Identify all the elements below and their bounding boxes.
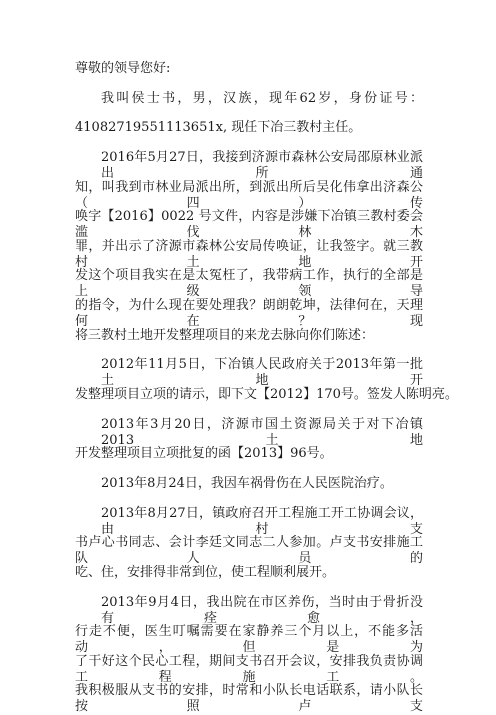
letter-text-line: 我积极服从支书的安排，时常和小队长电话联系，请小队长按照卢支	[75, 683, 423, 715]
letter-text-line: 吃、住，安排得非常到位，使工程顺利展开。	[75, 564, 336, 580]
letter-text-line: 将三教村土地开发整理项目的来龙去脉向你们陈述：	[75, 327, 375, 343]
letter-text-line: 了干好这个民心工程，期间支书召开会议，安排我负责协调工程施工。	[75, 653, 423, 685]
letter-text-line: 2013年8月27日，镇政府召开工程施工开工协调会议，由村支	[101, 505, 423, 537]
letter-text-line: 2013年8月24日，我因车祸骨伤在人民医院治疗。	[101, 475, 393, 491]
letter-text-line: 41082719551113651x, 现任下冶三教村主任。	[75, 120, 362, 136]
letter-text-line: 2013年9月4日，我出院在市区养伤，当时由于骨折没有痊愈，	[101, 594, 423, 626]
letter-text-line: 书卢心书同志、会计李廷文同志二人参加。卢支书安排施工队人员的	[75, 535, 423, 567]
letter-text-line: 2012年11月5日，下冶镇人民政府关于2013年第一批土地开	[101, 357, 423, 389]
letter-text-line: 的指令，为什么现在要处理我？朗朗乾坤，法律何在，天理何在？现	[75, 298, 423, 330]
letter-text-line: 行走不便，医生叮嘱需要在家静养三个月以上，不能多活动，但是为	[75, 624, 423, 656]
letter-text-line: 我叫侯士书，男，汉族，现年62岁，身份证号：	[101, 90, 423, 106]
letter-text-line: 2016年5月27日，我接到济源市森林公安局邵原林业派出所通	[101, 149, 423, 181]
letter-body	[75, 61, 458, 715]
letter-text-line: 2013年3月20日，济源市国土资源局关于对下冶镇2013土地	[101, 416, 423, 448]
letter-text-line: 罪，并出示了济源市森林公安局传唤证，让我签字。就三教村土地开	[75, 238, 423, 270]
letter-text-line: 开发整理项目立项批复的函【2013】96号。	[75, 446, 333, 462]
letter-text-line: 知，叫我到市林业局派出所，到派出所后吴化伟拿出济森公（四）传	[75, 179, 423, 211]
letter-salutation: 尊敬的领导您好:	[75, 61, 171, 76]
letter-text-line: 发整理项目立项的请示，即下文【2012】170号。签发人陈明亮。	[75, 387, 458, 403]
letter-text-line: 唤字【2016】0022 号文件，内容是涉嫌下冶镇三教村委会滥伐林木	[75, 209, 423, 241]
letter-text-line: 发这个项目我实在是太冤枉了，我带病工作，执行的全部是上级领导	[75, 268, 423, 300]
